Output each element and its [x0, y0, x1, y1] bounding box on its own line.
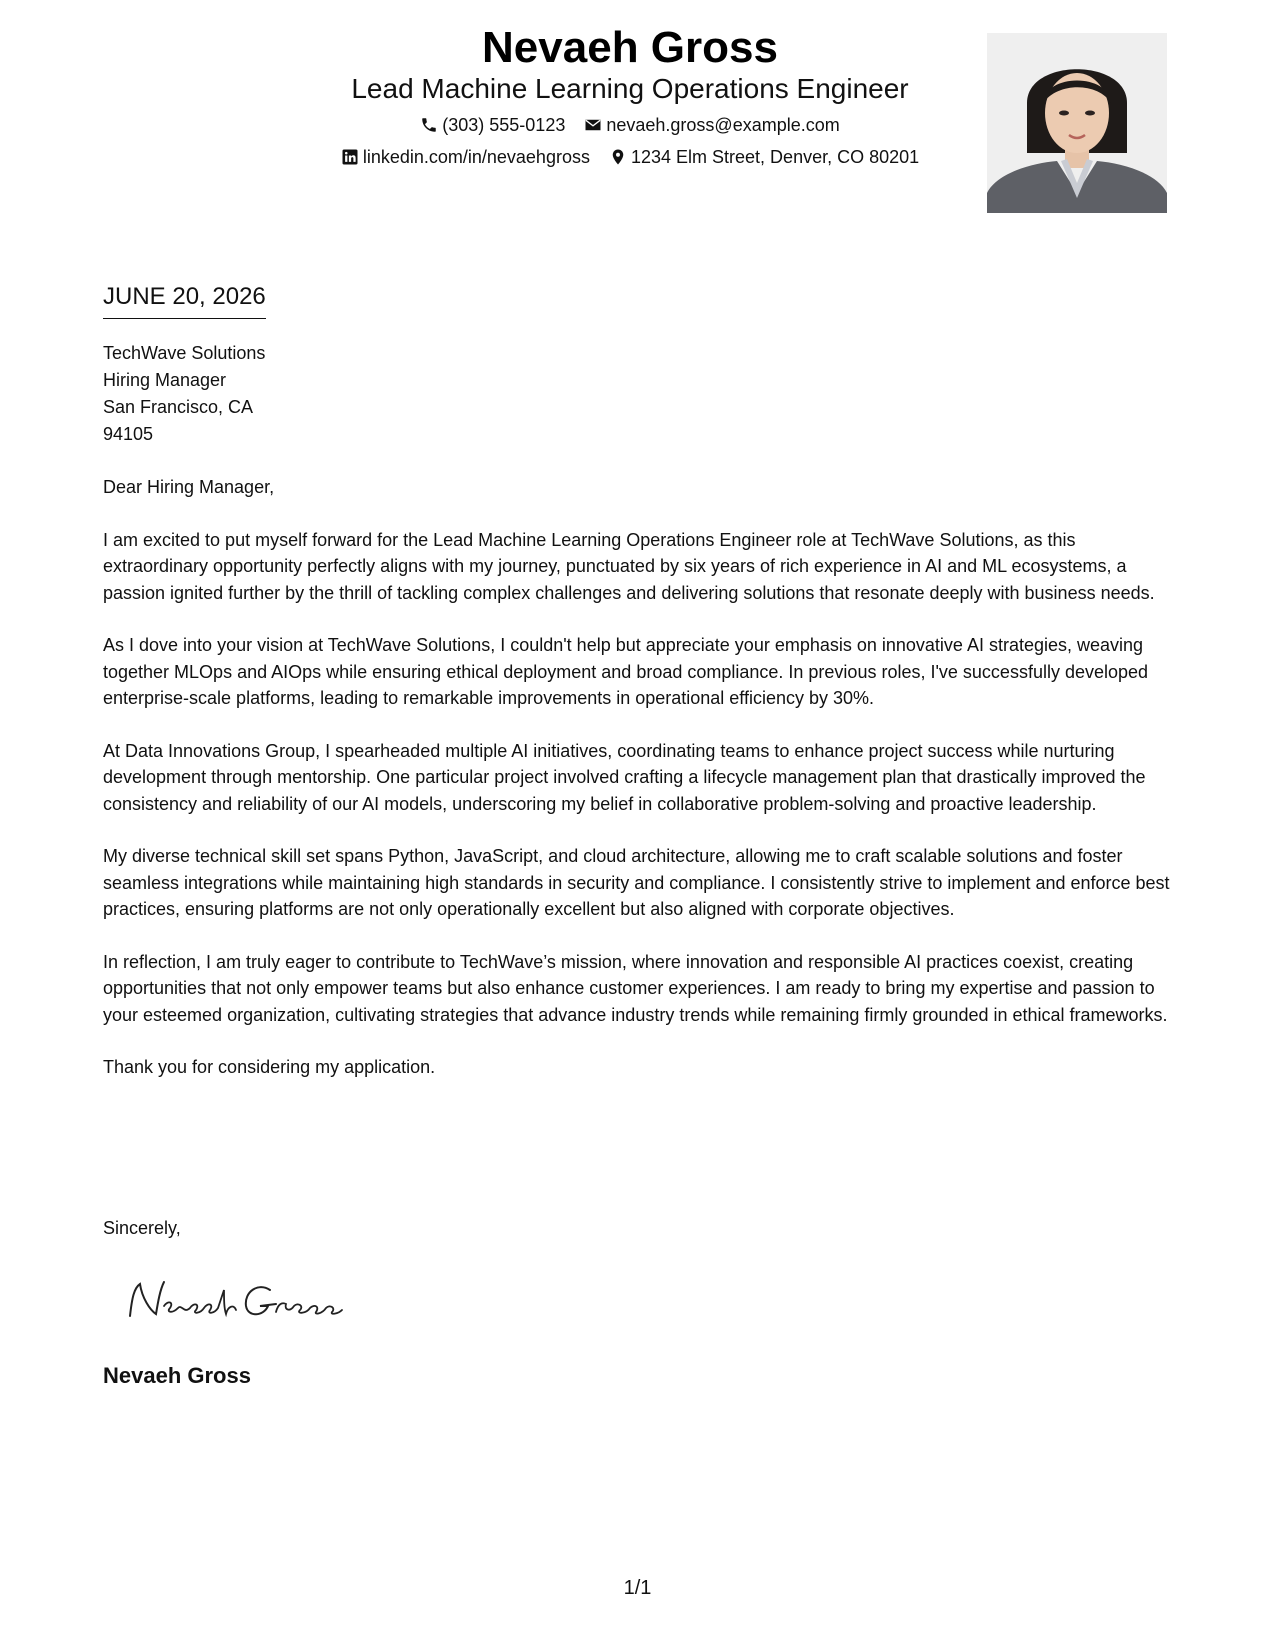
body-paragraph: In reflection, I am truly eager to contribute to TechWave’s mission, where innovation and responsible AI practices coexist, creating opportunities that not only empower teams but also enhance customer experiences. I am ready to bring my expertise and passion to your esteemed organization, cultivating strategies that advance industry trends while remaining firmly grounded in ethical frameworks.	[103, 951, 1168, 1025]
linkedin-icon	[341, 148, 359, 166]
letter-body	[103, 474, 1173, 1107]
contact-email[interactable]	[584, 113, 839, 137]
letter-header	[0, 0, 1275, 230]
handwritten-signature	[120, 1268, 350, 1330]
body-paragraph: Thank you for considering my application.	[103, 1057, 436, 1077]
recipient-city: San Francisco, CA	[103, 397, 254, 417]
signature-image	[120, 1268, 350, 1330]
recipient-company: TechWave Solutions	[103, 343, 266, 363]
body-paragraph: As I dove into your vision at TechWave Solutions, I couldn't help but appreciate your emphasis on innovative AI strategies, weaving together MLOps and AIOps while ensuring ethical deployment and broad compliance. In previous roles, I've successfully developed enterprise-scale platforms, leading to remarkable improvements in operational efficiency by 30%.	[103, 635, 1149, 708]
page-number: 1/1	[623, 1577, 652, 1599]
envelope-icon	[584, 116, 602, 134]
body-paragraph: At Data Innovations Group, I spearheaded multiple AI initiatives, coordinating teams to enhance project success while nurturing development through mentorship. One particular project involved crafting a lifecycle management plan that drastically improved the consistency and reliability of our AI models, underscoring my belief in collaborative problem-solving and proactive leadership.	[103, 740, 1146, 814]
contact-address	[609, 145, 919, 169]
recipient-zip: 94105	[103, 424, 154, 444]
map-pin-icon	[609, 148, 627, 166]
applicant-job-title: Lead Machine Learning Operations Engineer	[351, 73, 909, 104]
phone-text: (303) 555-0123	[442, 115, 566, 135]
profile-photo	[987, 33, 1167, 213]
letter-date: JUNE 20, 2026	[103, 282, 266, 319]
address-text: 1234 Elm Street, Denver, CO 80201	[630, 147, 920, 167]
recipient-block	[103, 340, 265, 448]
body-paragraph: My diverse technical skill set spans Python, JavaScript, and cloud architecture, allowing me to craft scalable solutions and foster seamless integrations while maintaining high standards in security and compliance. I consistently strive to implement and enforce best practices, ensuring platforms are not only operationally excellent but also aligned with corporate objectives.	[103, 846, 1170, 919]
closing: Sincerely,	[103, 1218, 181, 1238]
contact-linkedin[interactable]	[341, 145, 590, 169]
linkedin-text: linkedin.com/in/nevaehgross	[362, 147, 590, 167]
signer-name: Nevaeh Gross	[103, 1363, 251, 1388]
body-paragraph: I am excited to put myself forward for the Lead Machine Learning Operations Engineer role at TechWave Solutions, as this extraordinary opportunity perfectly aligns with my journey, punctuated by six years of rich experience in AI and ML ecosystems, a passion ignited further by the thrill of tackling complex challenges and delivering solutions that resonate deeply with business needs.	[103, 529, 1155, 603]
portrait-image	[987, 33, 1167, 213]
salutation: Dear Hiring Manager,	[103, 477, 275, 497]
phone-icon	[420, 116, 438, 134]
email-text: nevaeh.gross@example.com	[606, 115, 840, 135]
applicant-name: Nevaeh Gross	[482, 23, 778, 72]
contact-phone[interactable]	[420, 113, 565, 137]
recipient-contact: Hiring Manager	[103, 370, 227, 390]
